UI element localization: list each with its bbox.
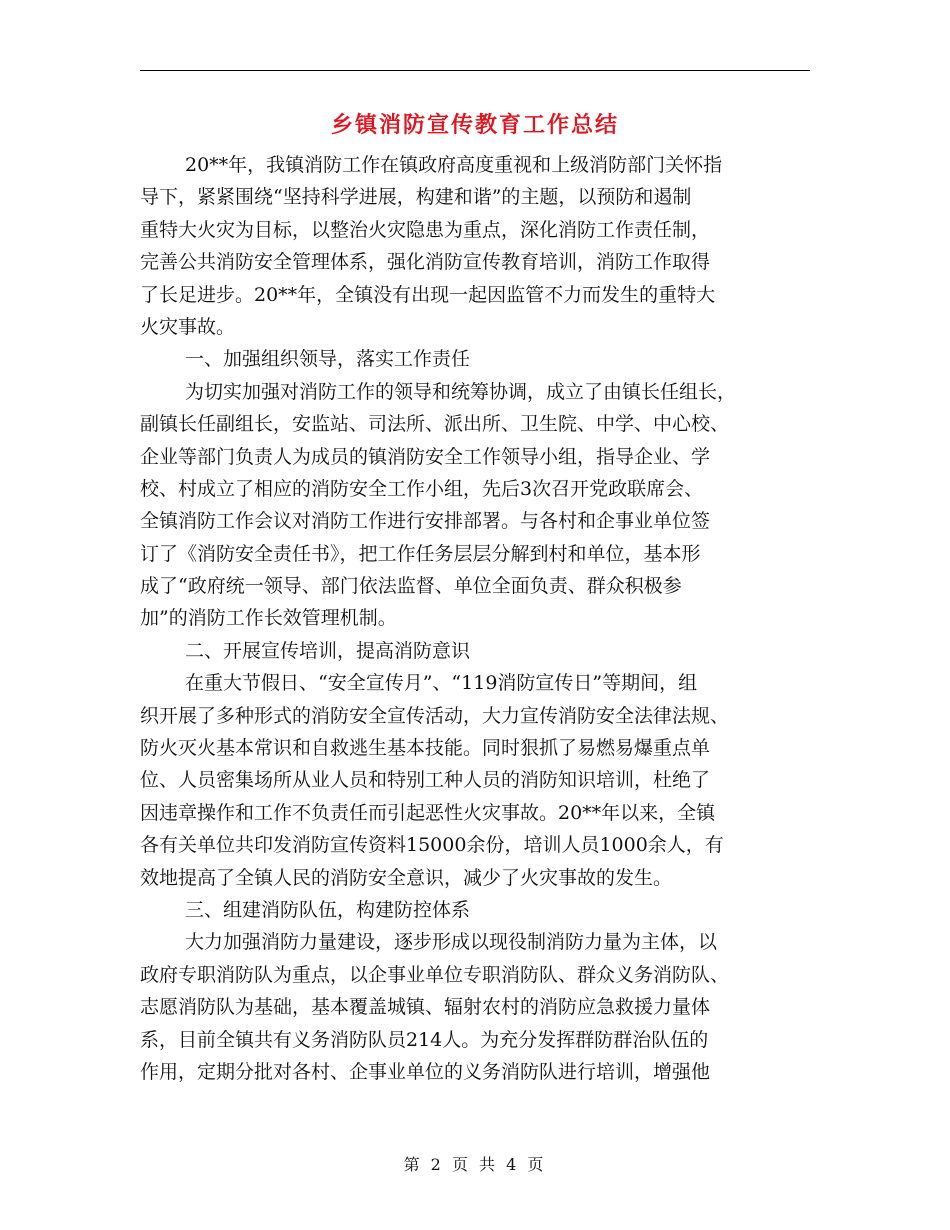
body-line: 一、加强组织领导，落实工作责任 — [185, 348, 471, 371]
body-line: 火灾事故。 — [140, 315, 236, 338]
document-title: 乡镇消防宣传教育工作总结 — [330, 112, 619, 138]
body-line: 位、人员密集场所从业人员和特别工种人员的消防知识培训，杜绝了 — [140, 769, 711, 792]
body-line: 完善公共消防安全管理体系，强化消防宣传教育培训，消防工作取得 — [140, 251, 711, 274]
body-line: 志愿消防队为基础，基本覆盖城镇、辐射农村的消防应急救援力量体 — [140, 996, 711, 1019]
body-line: 重特大火灾为目标，以整治火灾隐患为重点，深化消防工作责任制， — [140, 218, 711, 241]
body-line: 效地提高了全镇人民的消防安全意识，减少了火灾事故的发生。 — [140, 866, 673, 889]
body-line: 校、村成立了相应的消防安全工作小组，先后3次召开党政联席会、 — [140, 477, 704, 500]
body-line: 加”的消防工作长效管理机制。 — [140, 607, 397, 630]
body-line: 大力加强消防力量建设，逐步形成以现役制消防力量为主体，以 — [185, 931, 718, 954]
body-line: 因违章操作和工作不负责任而引起恶性火灾事故。20**年以来，全镇 — [140, 801, 716, 824]
body-line: 作用，定期分批对各村、企事业单位的义务消防队进行培训，增强他 — [140, 1060, 711, 1083]
body-line: 系，目前全镇共有义务消防队员214人。为充分发挥群防群治队伍的 — [140, 1028, 709, 1051]
body-line: 织开展了多种形式的消防安全宣传活动，大力宣传消防安全法律法规、 — [140, 704, 730, 727]
page-number: 第 2 页 共 4 页 — [403, 1155, 547, 1174]
body-line: 为切实加强对消防工作的领导和统筹协调，成立了由镇长任组长， — [185, 380, 737, 403]
header-rule — [140, 70, 810, 71]
body-line: 防火灭火基本常识和自救逃生基本技能。同时狠抓了易燃易爆重点单 — [140, 737, 711, 760]
body-line: 企业等部门负责人为成员的镇消防安全工作领导小组，指导企业、学 — [140, 445, 711, 468]
body-line: 二、开展宣传培训，提高消防意识 — [185, 639, 471, 662]
body-line: 三、组建消防队伍，构建防控体系 — [185, 898, 471, 921]
document-body — [140, 149, 810, 1088]
body-line: 全镇消防工作会议对消防工作进行安排部署。与各村和企事业单位签 — [140, 510, 711, 533]
body-line: 各有关单位共印发消防宣传资料15000余份，培训人员1000余人，有 — [140, 834, 724, 857]
body-line: 20**年，我镇消防工作在镇政府高度重视和上级消防部门关怀指 — [185, 154, 723, 176]
body-line: 成了“政府统一领导、部门依法监督、单位全面负责、群众积极参 — [140, 575, 682, 598]
body-line: 了长足进步。20**年，全镇没有出现一起因监管不力而发生的重特大 — [140, 283, 716, 306]
body-line: 订了《消防安全责任书》，把工作任务层层分解到村和单位，基本形 — [140, 542, 701, 565]
body-line: 副镇长任副组长，安监站、司法所、派出所、卫生院、中学、中心校、 — [140, 413, 730, 436]
body-line: 在重大节假日、“安全宣传月”、“119消防宣传日”等期间，组 — [185, 672, 698, 695]
body-line: 导下，紧紧围绕“坚持科学进展，构建和谐”的主题，以预防和遏制 — [140, 186, 692, 209]
body-line: 政府专职消防队为重点，以企事业单位专职消防队、群众义务消防队、 — [140, 963, 730, 986]
